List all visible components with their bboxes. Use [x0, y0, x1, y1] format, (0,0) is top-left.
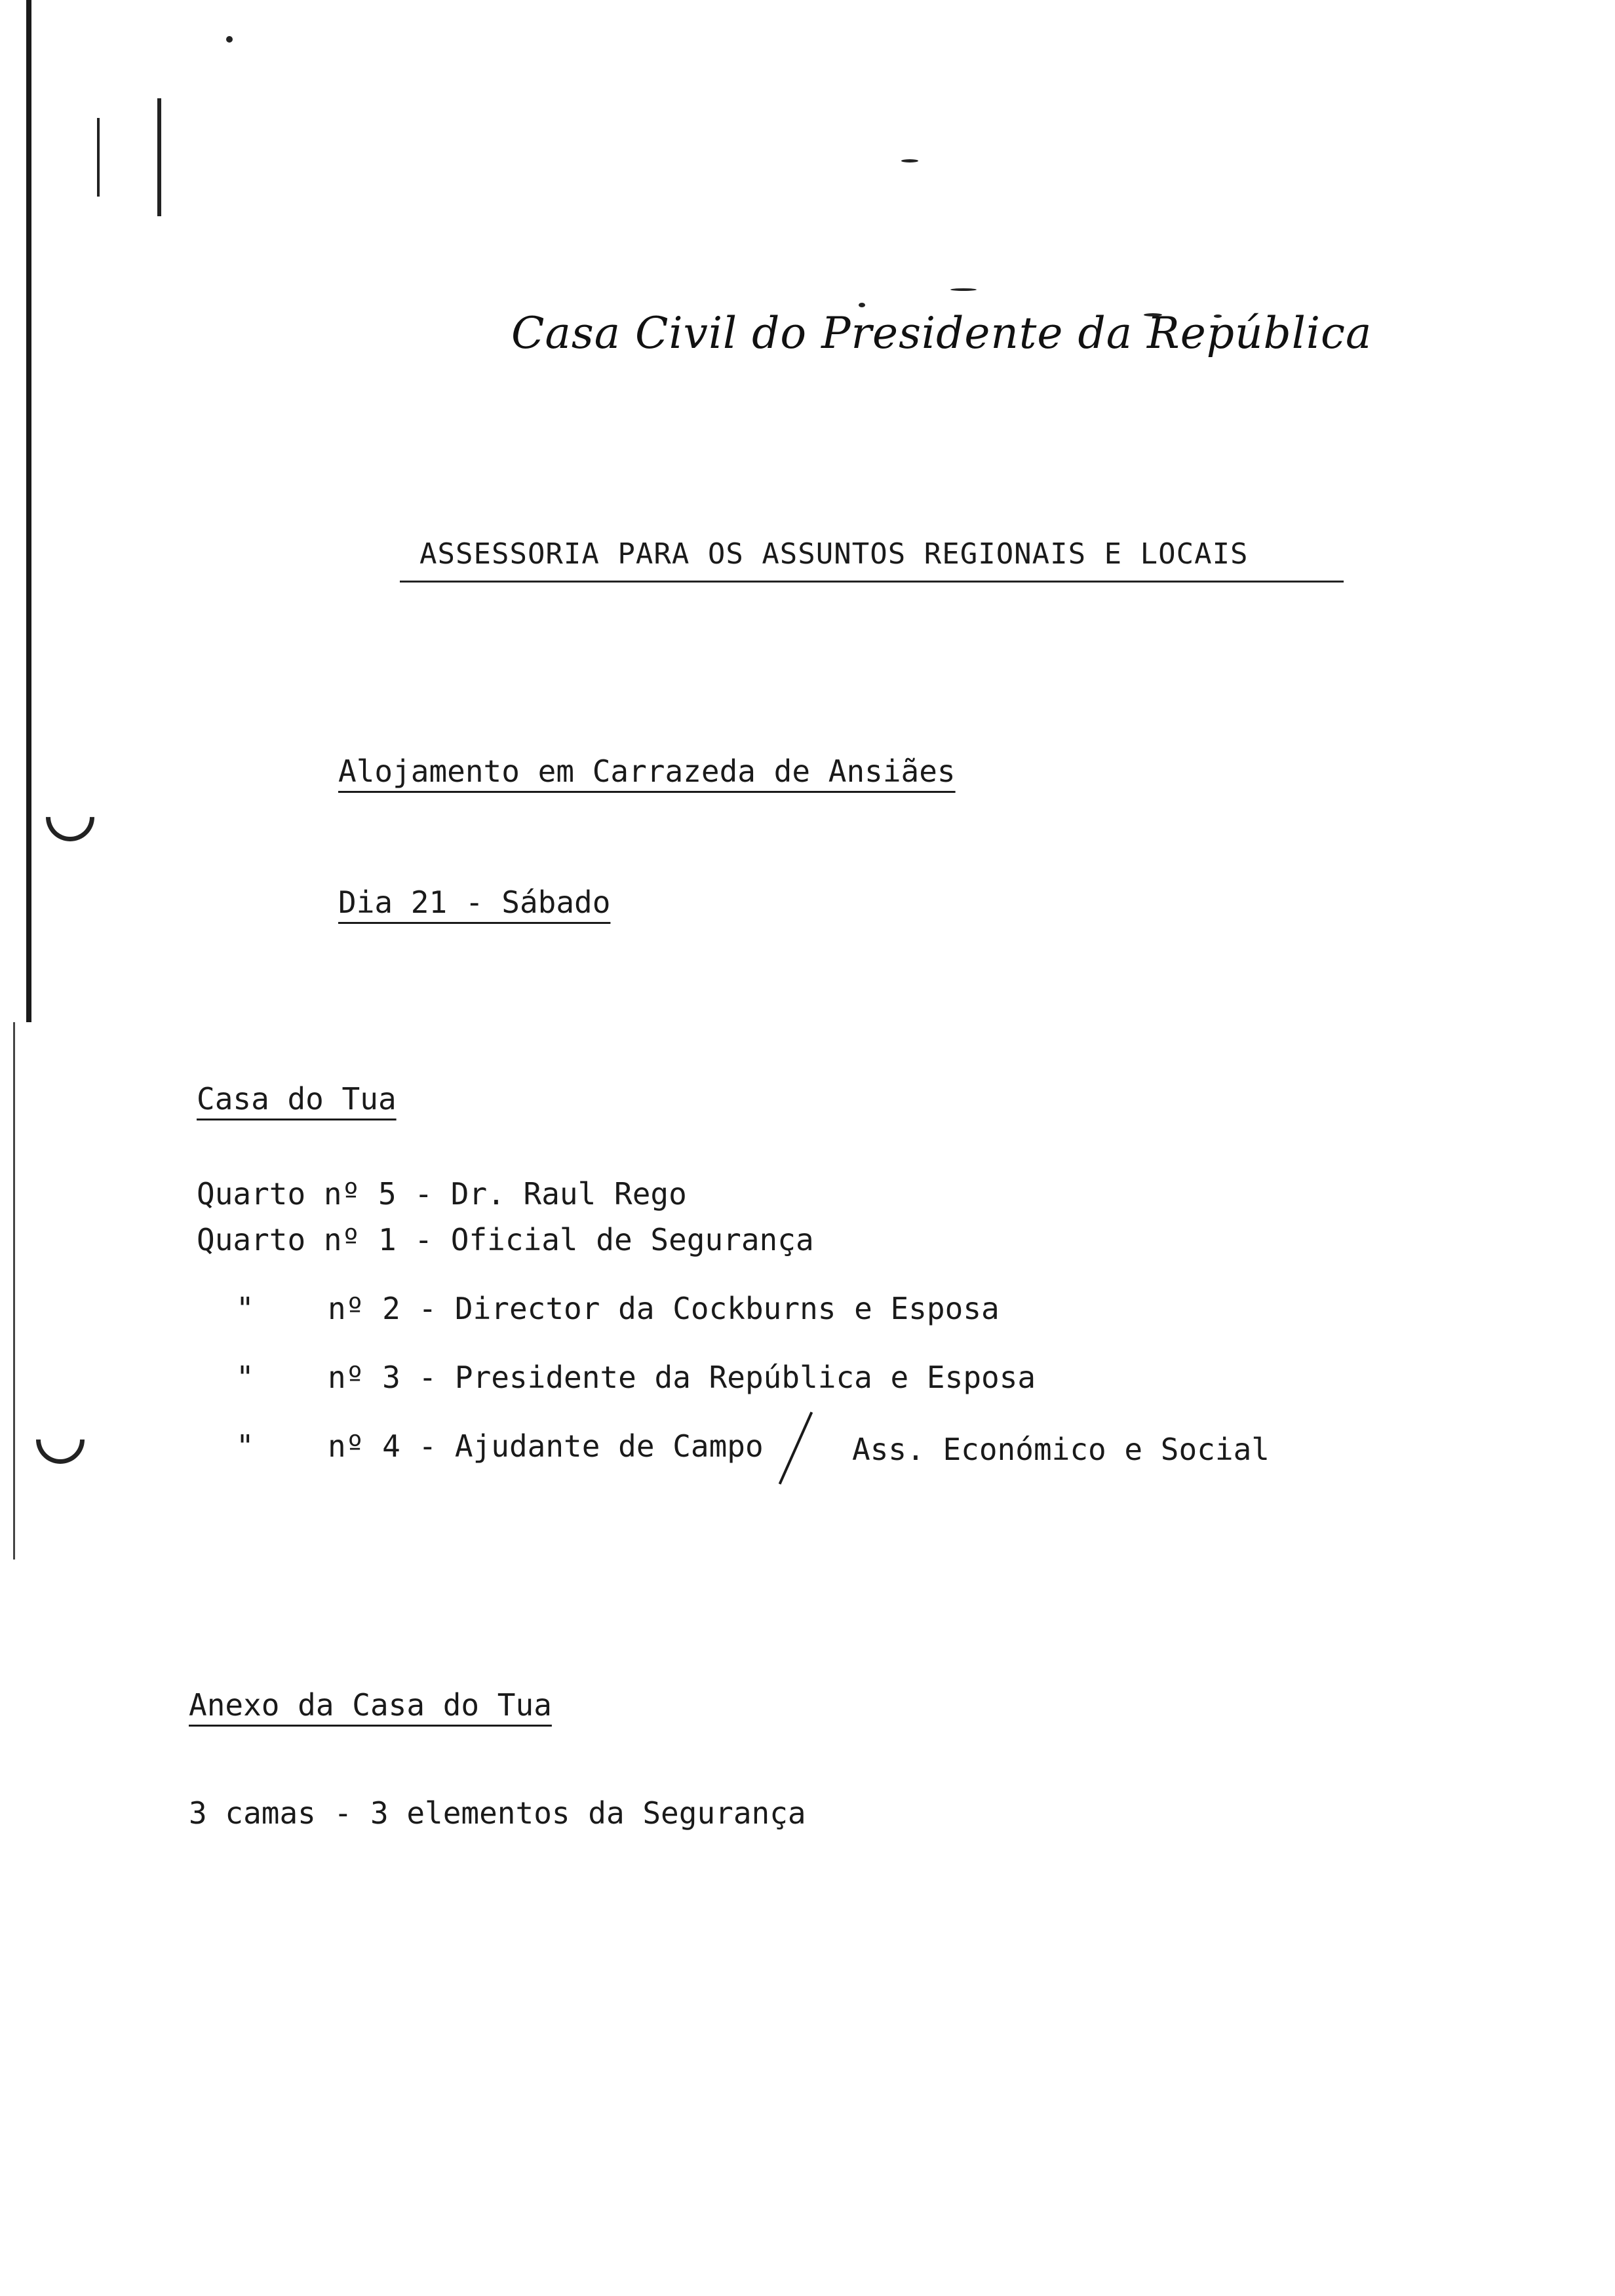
scan-speck [859, 303, 865, 307]
scan-margin-line [13, 1022, 15, 1559]
room-occupant: Director da Cockburns e Esposa [454, 1291, 1000, 1326]
letterhead: Casa Civil do Presidente da República [511, 308, 1372, 358]
punch-hole-mark [26, 1406, 95, 1474]
ditto-mark: " [236, 1360, 254, 1395]
room-number: nº 5 [323, 1176, 397, 1212]
room-number: nº 2 [328, 1291, 400, 1326]
scan-speck [901, 159, 918, 163]
room-occupant: Ajudante de Campo [454, 1428, 764, 1464]
slash-separator [779, 1411, 813, 1484]
room-prefix: Quarto [197, 1176, 306, 1212]
room-number: nº 4 [328, 1428, 400, 1464]
room-line: nº 2 - Director da Cockburns e Esposa [328, 1291, 1000, 1326]
room-line: Quarto nº 5 - Dr. Raul Rego [197, 1176, 687, 1212]
department-underline [400, 581, 1344, 583]
day-heading [338, 885, 610, 920]
room-occupant: Presidente da República e Esposa [454, 1360, 1036, 1395]
room-line: nº 3 - Presidente da República e Esposa [328, 1360, 1036, 1395]
section-title [197, 1081, 397, 1117]
section-title [189, 1687, 552, 1723]
document-heading [338, 754, 956, 789]
room-number: nº 1 [323, 1222, 397, 1257]
room-prefix: Quarto [197, 1222, 306, 1257]
scan-speck [950, 288, 977, 291]
section-title-text: Anexo da Casa do Tua [189, 1687, 552, 1723]
scan-speck [226, 36, 233, 43]
room-occupant: Oficial de Segurança [450, 1222, 814, 1257]
scan-mark [157, 98, 161, 216]
department-title: ASSESSORIA PARA OS ASSUNTOS REGIONAIS E LOCAIS [419, 537, 1249, 571]
ditto-mark: " [236, 1428, 254, 1464]
ditto-mark: " [236, 1291, 254, 1326]
room-line: Quarto nº 1 - Oficial de Segurança [197, 1222, 814, 1257]
room-occupant-secondary: Ass. Económico e Social [852, 1432, 1270, 1467]
room-number: nº 3 [328, 1360, 400, 1395]
scan-margin-line [26, 0, 31, 1022]
punch-hole-mark [36, 783, 105, 852]
section-title-text: Casa do Tua [197, 1081, 397, 1117]
annex-line: 3 camas - 3 elementos da Segurança [189, 1795, 806, 1831]
document-heading-text: Alojamento em Carrazeda de Ansiães [338, 754, 956, 789]
day-heading-text: Dia 21 - Sábado [338, 885, 611, 920]
scan-mark [97, 118, 100, 197]
room-line: nº 4 - Ajudante de Campo [328, 1428, 764, 1464]
room-occupant: Dr. Raul Rego [450, 1176, 687, 1212]
